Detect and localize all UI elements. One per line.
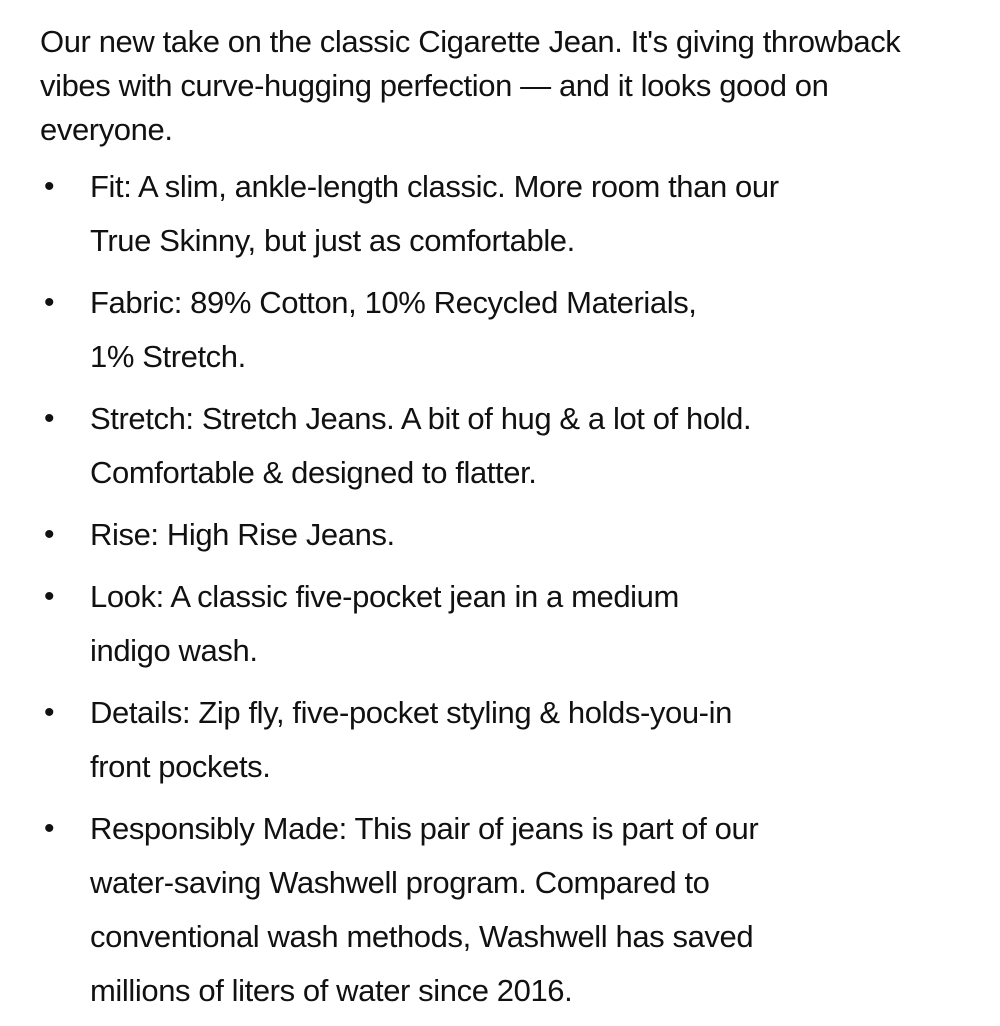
bullet-icon: • [44,580,55,613]
bullet-icon: • [44,170,55,203]
bullet-icon: • [44,402,55,435]
product-details-list [38,160,938,1026]
detail-text-line: front pockets. [90,749,271,784]
detail-item [38,276,938,384]
bullet-icon: • [44,518,55,551]
detail-text-line: Look: A classic five-pocket jean in a medium [90,579,679,614]
detail-text-line: Comfortable & designed to flatter. [90,455,537,490]
detail-item [38,508,938,562]
detail-item [38,686,938,794]
detail-text-line: 1% Stretch. [90,339,246,374]
detail-text-line: Responsibly Made: This pair of jeans is part of our [90,811,759,846]
detail-text-line: millions of liters of water since 2016. [90,973,573,1008]
detail-text-line: Fabric: 89% Cotton, 10% Recycled Materials, [90,285,697,320]
detail-item [38,392,938,500]
bullet-icon: • [44,696,55,729]
detail-text-line: Stretch: Stretch Jeans. A bit of hug & a lot of hold. [90,401,752,436]
detail-text-line: Details: Zip fly, five-pocket styling & holds-you-in [90,695,732,730]
product-description: Our new take on the classic Cigarette Jean. It's giving throwback vibes with curve-hugging perfection — and it looks good on everyone. [40,24,901,147]
detail-text-line: conventional wash methods, Washwell has saved [90,919,754,954]
detail-item [38,802,938,1018]
bullet-icon: • [44,286,55,319]
detail-text-line: True Skinny, but just as comfortable. [90,223,575,258]
detail-text-line: indigo wash. [90,633,258,668]
detail-item [38,160,938,268]
bullet-icon: • [44,812,55,845]
detail-text-line: water-saving Washwell program. Compared to [90,865,710,900]
detail-text-line: Rise: High Rise Jeans. [90,517,395,552]
detail-text-line: Fit: A slim, ankle-length classic. More room than our [90,169,779,204]
detail-item [38,570,938,678]
